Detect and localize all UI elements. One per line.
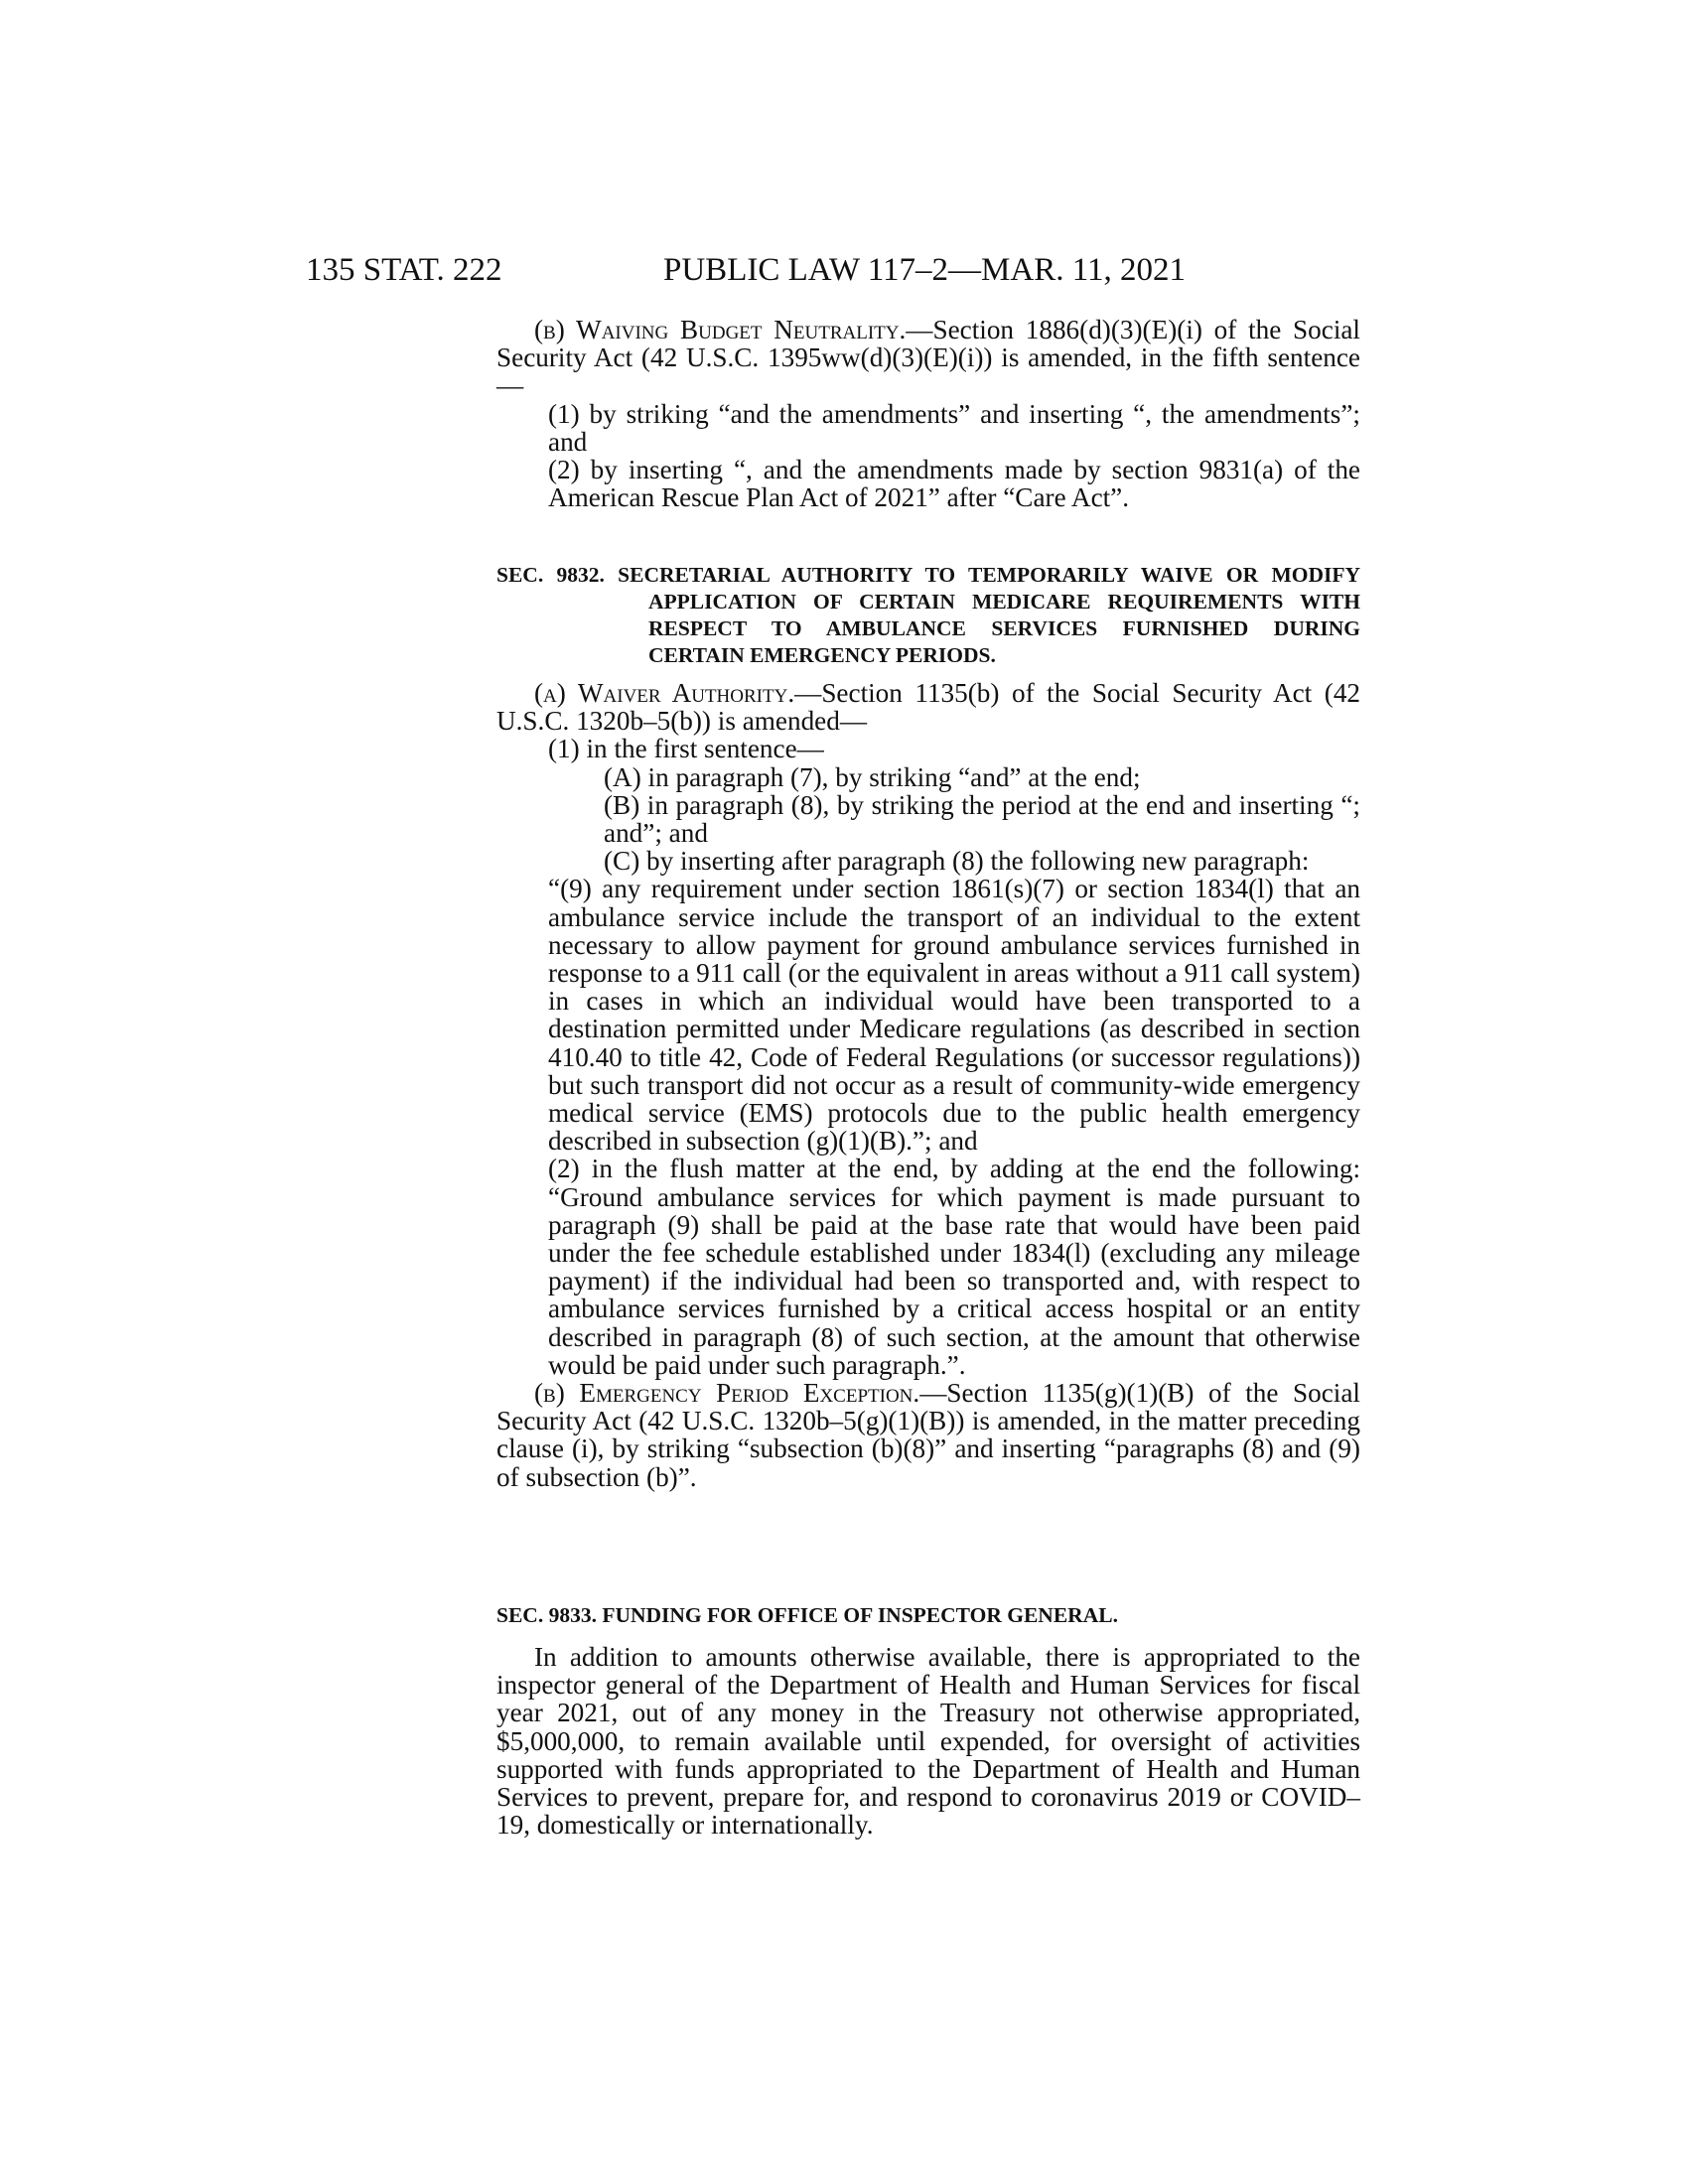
subsection-b-waiving-budget-neutrality bbox=[496, 316, 1360, 400]
subparagraph-a: (A) in paragraph (7), by striking “and” at the end; bbox=[604, 761, 1141, 792]
section-title: SECRETARIAL AUTHORITY TO TEMPORARILY WAIVE OR MODIFY APPLICATION OF CERTAIN MEDICARE REQUIREMENTS WITH RESPECT TO AMBULANCE SERVICES FURNISHED DURING CERTAIN EMERGENCY PERIODS. bbox=[618, 563, 1361, 667]
paragraph-2: (2) in the flush matter at the end, by adding at the end the following: “Ground ambulance services for which payment is made pursuant to paragraph (9) shall be paid at the base rate that would have been paid under the fee schedule established under 1834(l) (excluding any mileage payment) if the individual had been so transported and, with respect to ambulance services furnished by a critical access hospital or an entity described in paragraph (8) of such section, at the amount that otherwise would be paid under such paragraph.”. bbox=[548, 1154, 1360, 1380]
section-9833 bbox=[496, 1602, 1360, 1839]
subsection-heading: (a) Waiver Authority. bbox=[534, 678, 795, 708]
section-9831-b bbox=[496, 316, 1360, 511]
subsection-a-waiver-authority bbox=[496, 679, 1360, 735]
statute-page-number: 135 STAT. 222 bbox=[306, 252, 502, 288]
section-number: SEC. 9832. bbox=[496, 563, 605, 587]
subsection-heading: (b) Waiving Budget Neutrality. bbox=[534, 315, 907, 344]
paragraph-1: (1) in the first sentence— bbox=[548, 734, 824, 764]
subsection-b-emergency-period-exception bbox=[496, 1379, 1360, 1491]
paragraph-1: (1) by striking “and the amendments” and inserting “, the amendments”; and bbox=[548, 398, 1360, 457]
paragraph-2: (2) by inserting “, and the amendments made by section 9831(a) of the American Rescue Plan Act of 2021” after “Care Act”. bbox=[548, 455, 1360, 513]
section-9832-heading-block bbox=[496, 562, 1360, 669]
section-9833-heading: SEC. 9833. FUNDING FOR OFFICE OF INSPECTOR GENERAL. bbox=[496, 1603, 1118, 1627]
subsection-text: —Section 1135(g)(1)(B) of the Social Security Act (42 U.S.C. 1320b–5(g)(1)(B)) is amended, in the matter preceding clause (i), by striking “subsection (b)(8)” and inserting “paragraphs (8) and (9) of subsection (b)”. bbox=[496, 1378, 1360, 1492]
subsection-text: —Section 1135(b) of the Social Security Act (42 U.S.C. 1320b–5(b)) is amended— bbox=[496, 678, 1361, 737]
subparagraph-b: (B) in paragraph (8), by striking the period at the end and inserting “; and”; and bbox=[604, 789, 1360, 849]
subsection-text: —Section 1886(d)(3)(E)(i) of the Social Security Act (42 U.S.C. 1395ww(d)(3)(E)(i)) is amended, in the fifth sentence— bbox=[496, 315, 1360, 401]
section-9832-heading bbox=[496, 562, 1360, 669]
section-9832-body bbox=[496, 679, 1360, 1491]
page-header bbox=[306, 250, 1299, 290]
quoted-paragraph-9: “(9) any requirement under section 1861(s)(7) or section 1834(l) that an ambulance service include the transport of an individual to the extent necessary to allow payment for ground ambulance services furnished in response to a 911 call (or the equivalent in areas without a 911 call system) in cases in which an individual would have been transported to a destination permitted under Medicare regulations (as described in section 410.40 to title 42, Code of Federal Regulations (or successor regulations)) but such transport did not occur as a result of community-wide emergency medical service (EMS) protocols due to the public health emergency described in subsection (g)(1)(B).”; and bbox=[548, 874, 1360, 1157]
subsection-heading: (b) Emergency Period Exception. bbox=[534, 1378, 920, 1409]
subparagraph-c: (C) by inserting after paragraph (8) the following new paragraph: bbox=[604, 846, 1310, 877]
public-law-title: PUBLIC LAW 117–2—MAR. 11, 2021 bbox=[663, 252, 1186, 288]
section-9833-body: In addition to amounts otherwise available, there is appropriated to the inspector general of the Department of Health and Human Services for fiscal year 2021, out of any money in the Treasury not otherwise appropriated, $5,000,000, to remain available until expended, for oversight of activities supported with funds appropriated to the Department of Health and Human Services to prevent, prepare for, and respond to coronavirus 2019 or COVID–19, domestically or internationally. bbox=[496, 1642, 1360, 1841]
